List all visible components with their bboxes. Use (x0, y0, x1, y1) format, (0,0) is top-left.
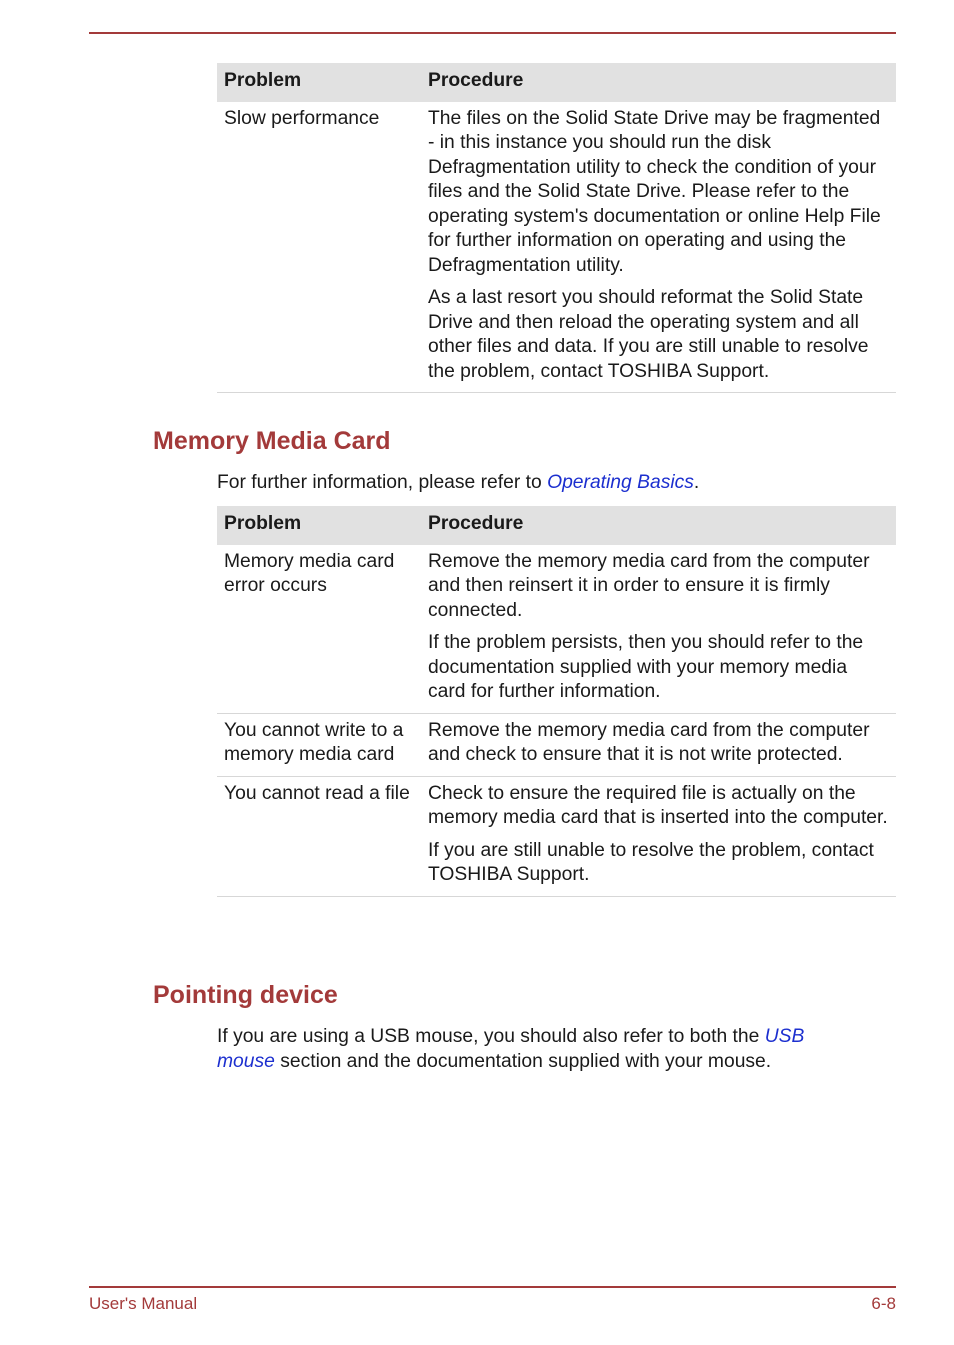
pointing-text: If you are using a USB mouse, you should also refer to both the (217, 1026, 765, 1047)
procedure-paragraph: Remove the memory media card from the computer and then reinsert it in order to ensure it is firmly connected. (428, 550, 870, 621)
table-header-row (217, 506, 896, 545)
pointing-suffix: section and the documentation supplied with your mouse. (274, 1050, 772, 1072)
column-header-procedure: Procedure (421, 63, 896, 102)
table-row (217, 102, 896, 393)
column-header-problem: Problem (217, 506, 421, 545)
intro-suffix: . (693, 472, 700, 493)
memory-intro (217, 471, 867, 496)
performance-table (217, 63, 896, 393)
column-header-procedure: Procedure (421, 506, 896, 545)
procedure-paragraph: As a last resort you should reformat the Solid State Drive and then reload the operating system and all other files and data. If you are still unable to resolve the problem, contact TOSHIBA Support. (428, 287, 869, 382)
procedure-paragraph: If the problem persists, then you should refer to the documentation supplied with your memory media card for further information. (428, 632, 864, 702)
problem-cell: Memory media card error occurs (217, 545, 421, 714)
procedure-cell (421, 713, 896, 776)
usb-mouse-link[interactable]: USB mouse (217, 1026, 805, 1072)
pointing-body (217, 1025, 847, 1074)
procedure-paragraph: Remove the memory media card from the computer and check to ensure that it is not write protected. (428, 719, 870, 765)
footer-manual-title: User's Manual (89, 1294, 198, 1313)
operating-basics-link[interactable]: Operating Basics (547, 472, 694, 493)
header-rule (89, 32, 896, 34)
footer-page-number: 6-8 (871, 1294, 896, 1313)
intro-text: For further information, please refer to (217, 472, 548, 493)
table-row (217, 776, 896, 896)
column-header-problem: Problem (217, 63, 421, 102)
memory-media-card-heading: Memory Media Card (153, 427, 391, 455)
problem-cell: You cannot read a file (217, 776, 421, 896)
table-row (217, 545, 896, 714)
footer-rule (89, 1286, 896, 1288)
table-row (217, 713, 896, 776)
problem-cell: You cannot write to a memory media card (217, 713, 421, 776)
procedure-paragraph: Check to ensure the required file is actually on the memory media card that is inserted into the computer. (428, 782, 888, 828)
problem-cell: Slow performance (217, 102, 421, 393)
procedure-cell (421, 102, 896, 393)
procedure-cell (421, 545, 896, 714)
memory-media-table (217, 506, 896, 897)
pointing-device-heading: Pointing device (153, 981, 338, 1009)
procedure-paragraph: The files on the Solid State Drive may be fragmented - in this instance you should run the disk Defragmentation utility to check the condition of your files and the Solid State Drive. Please refer to the operating system's documentation or online Help File for further information on operating and using the Defragmentation utility. (428, 107, 881, 276)
procedure-cell (421, 776, 896, 896)
procedure-paragraph: If you are still unable to resolve the problem, contact TOSHIBA Support. (428, 839, 874, 885)
table-header-row (217, 63, 896, 102)
